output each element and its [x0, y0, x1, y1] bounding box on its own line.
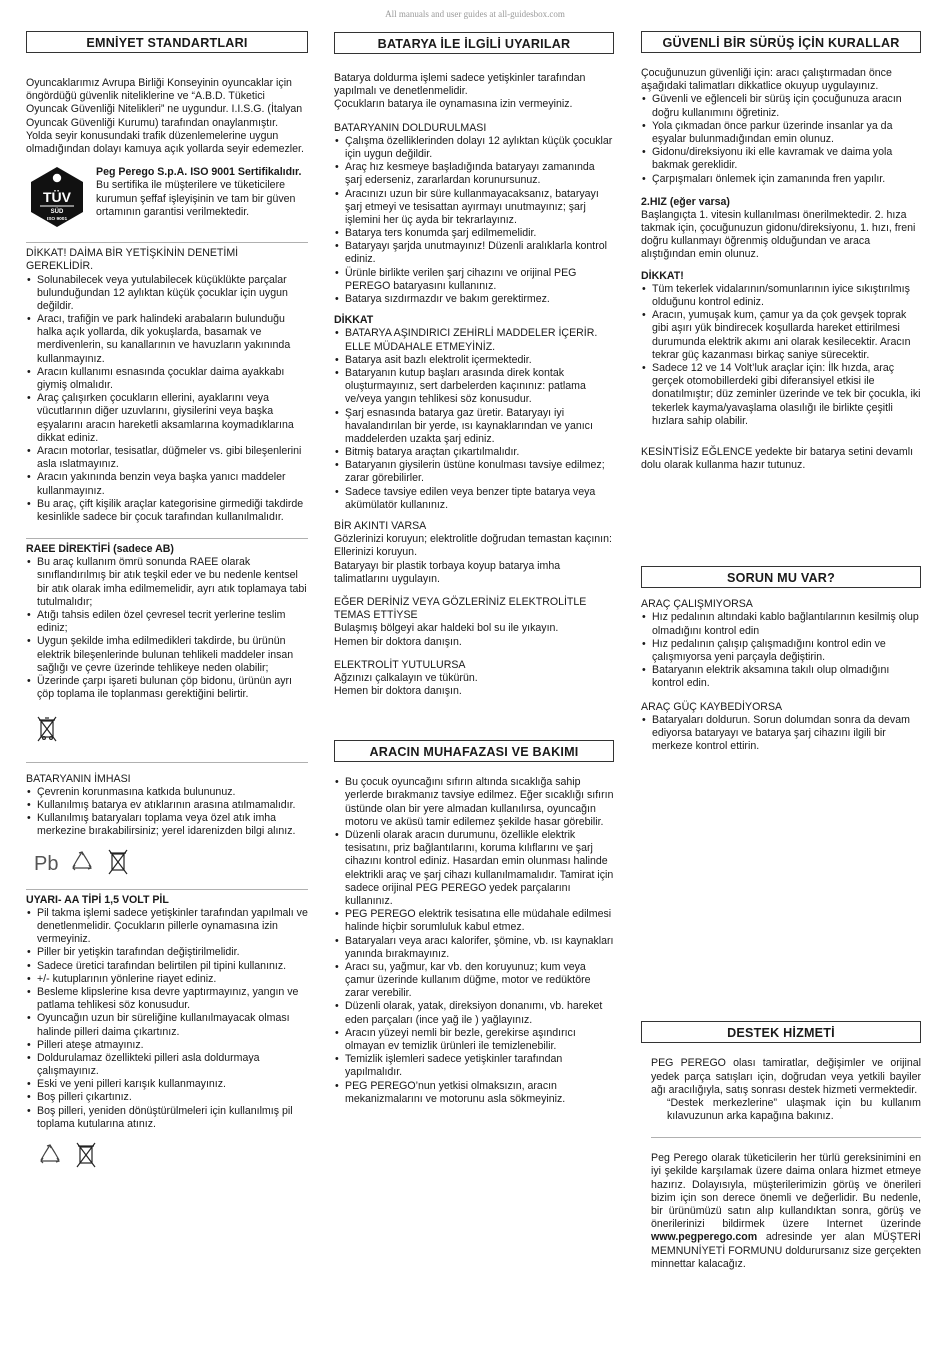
- crossed-bin-icon: [106, 848, 130, 880]
- support-header: DESTEK HİZMETİ: [641, 1021, 921, 1043]
- leak-text-1: Gözlerinizi koruyun; elektrolitle doğrudan temastan kaçının: Ellerinizi koruyun.: [334, 533, 612, 559]
- list-item: • BATARYA AŞINDIRICI ZEHİRLİ MADDELER İÇERİR. ELLE MÜDAHALE ETMEYİNİZ.: [334, 327, 614, 353]
- tuv-certification-logo: [26, 166, 88, 228]
- certification-block: [26, 166, 308, 228]
- raee-title: RAEE DİREKTİFİ (sadece AB): [26, 543, 174, 556]
- pb-lead-icon: Pb: [34, 853, 59, 876]
- list-item: • Doldurulamaz özellikteki pilleri asla doldurmaya çalışmayınız.: [26, 1052, 308, 1078]
- battery-intro-1: Batarya doldurma işlemi sadece yetişkinler tarafından yapılmalı ve denetlenmelidir.: [334, 72, 586, 98]
- list-item: • Düzenli olarak, yatak, direksiyon donanımı, vb. hareket eden parçaları (ince yağ ile ) yağlayınız.: [334, 1000, 614, 1026]
- list-item: • Bu araç kullanım ömrü sonunda RAEE olarak sınıflandırılmış bir atık teşkil eder ve bu nedenle kentsel bir atık olarak imha edilmemelidir, ayrı atık toplamaya tabi tutulmalıdır;: [26, 556, 308, 609]
- list-item: • Düzenli olarak aracın durumunu, özellikle elektrik tesisatını, priz bağlantılarını, koruma kılıflarını ve şarj cihazını kontrol ediniz. Hasardan emin olunması halinde elektrikli araç ve şarj cihazı kullanılmamalıdır. Tamirat için sadece orijinal PEG PEREGO yedek parçalarını kullanınız.: [334, 829, 614, 908]
- list-item: • PEG PEREGO’nun yetkisi olmaksızın, aracın mekanizmalarını ve motorunu asla sökmeyiniz.: [334, 1080, 614, 1106]
- list-item: • Çalışma özelliklerinden dolayı 12 aylıktan küçük çocuklar için uygun değildir.: [334, 135, 614, 161]
- battery-disposal-list: [26, 786, 308, 839]
- list-item: • Temizlik işlemleri sadece yetişkinler tarafından yapılmalıdır.: [334, 1053, 614, 1079]
- maintenance-list: [334, 776, 614, 1106]
- recycle-icon: [36, 1142, 64, 1172]
- list-item: • Aracın kullanımı esnasında çocuklar daima ayakkabı giymiş olmalıdır.: [26, 366, 308, 392]
- warning-title: DİKKAT! DAİMA BİR YETİŞKİNİN DENETİMİ GEREKLİDİR.: [26, 247, 239, 273]
- list-item: • Şarj esnasında batarya gaz üretir. Bataryayı iyi havalandırılan bir yerde, ısı kaynaklarından ve yanıcı maddelerden uzakta şarj ediniz.: [334, 407, 614, 447]
- list-item: • Bataryaları veya aracı kalorifer, şömine, vb. ısı kaynakları yanında bırakmayınız.: [334, 935, 614, 961]
- support-text-3-end: adresinde yer alan MÜŞTERİ MEMNUNİYETİ FORMUNU doldurursanız size gerçekten minnettar kalacağız.: [651, 1231, 921, 1270]
- list-item: • Bu çocuk oyuncağını sıfırın altında sıcaklığa sahip yerlerde bırakmanız tavsiye edilmez. Eğer sıcaklığı sıfırın üstünde olan bir yere almadan kullanılırsa, oyuncağın motoru ve aküsü tamir edilemez şekilde hasar görebilir.: [334, 776, 614, 829]
- aa-disposal-icons: [36, 1141, 308, 1173]
- list-item: • Eski ve yeni pilleri karışık kullanmayınız.: [26, 1078, 308, 1091]
- support-text-3-start: Peg Perego olarak tüketicilerin her türlü gereksinimini en iyi şekilde karşılamak üzere daima onlara hizmet etmeye hazırız. Dolayısıyla, müşterilerimizin görüş ve önerileri bizim için son derece önemli ve değerlidir. Bu nedenle, bir ürünümüzü satın alıp kullandıktan sonra, görüş ve önerilerinizi bildirmek üzere Internet üzerinde: [651, 1152, 921, 1231]
- charging-title: BATARYANIN DOLDURULMASI: [334, 121, 487, 134]
- swallow-text-2: Hemen bir doktora danışın.: [334, 685, 462, 698]
- support-section: [641, 1057, 921, 1271]
- warning-list: [26, 274, 308, 525]
- list-item: • Kullanılmış bataryaları toplama veya özel atık imha merkezine bırakabilirsiniz; yerel idarenizden bilgi alınız.: [26, 812, 308, 838]
- sud-mark-text: SÜD: [50, 209, 64, 216]
- website-link[interactable]: www.pegperego.com: [651, 1231, 758, 1244]
- list-item: • Sadece üretici tarafından belirtilen pil tipini kullanınız.: [26, 960, 308, 973]
- list-item: • Ürünle birlikte verilen şarj cihazını ve orijinal PEG PEREGO bataryasını kullanınız.: [334, 267, 614, 293]
- list-item: • Oyuncağın uzun bir süreliğine kullanılmayacak olması halinde pilleri daima çıkartınız.: [26, 1012, 308, 1038]
- problem-header: SORUN MU VAR?: [641, 566, 921, 588]
- list-item: • Gidonu/direksiyonu iki elle kavramak ve daima yola bakmak gereklidir.: [641, 146, 921, 172]
- leak-title: BİR AKINTI VARSA: [334, 520, 427, 532]
- safe-driving-header: GÜVENLİ BİR SÜRÜŞ İÇİN KURALLAR: [641, 31, 921, 53]
- list-item: • Uygun şekilde imha edilmedikleri takdirde, bu ürünün elektrik bileşenlerinde bulunan tehlikeli maddeler insan sağlığı ve çevre üzerinde tehlikeye neden olabilir;: [26, 635, 308, 675]
- safety-standards-header: EMNİYET STANDARTLARI: [26, 31, 308, 53]
- list-item: • Bataryayı şarjda unutmayınız! Düzenli aralıklarla kontrol ediniz.: [334, 240, 614, 266]
- not-working-title: ARAÇ ÇALIŞMIYORSA: [641, 598, 753, 611]
- list-item: • Aracın yakınında benzin veya başka yanıcı maddeler kullanmayınız.: [26, 471, 308, 497]
- list-item: • Boş pilleri, yeniden dönüştürülmeleri için kullanılmış pil toplama kutularına atınız.: [26, 1105, 308, 1131]
- list-item: • Çevrenin korunmasına katkıda bulununuz.: [26, 786, 308, 799]
- list-item: • Aracın motorlar, tesisatlar, düğmeler vs. gibi bileşenlerini asla ıslatmayınız.: [26, 445, 308, 471]
- speed-text: Başlangıçta 1. vitesin kullanılması önerilmektedir. 2. hıza takmak için, çocuğunuzun gidonu/direksiyonu, 1. hızı, freni doğru kullanmayı öğrenmiş olduğundan ve araca alıştığından emin olunuz.: [641, 208, 916, 261]
- list-item: • +/- kutuplarının yönlerine riayet ediniz.: [26, 973, 308, 986]
- list-item: • Aracı su, yağmur, kar vb. den koruyunuz; kum veya çamur üzerinde kullanım düğme, motor ve redüktöre zarar verebilir.: [334, 961, 614, 1001]
- leak-text-2: Bataryayı bir plastik torbaya koyup batarya imha talimatlarını uygulayın.: [334, 559, 561, 585]
- list-item: • Atığı tahsis edilen özel çevresel tecrit yerlerine teslim ediniz;: [26, 609, 308, 635]
- swallow-text-1: Ağzınızı çalkalayın ve tükürün.: [334, 671, 478, 684]
- list-item: • Çarpışmaları önlemek için zamanında fren yapılır.: [641, 173, 921, 186]
- iso-mark-text: ISO 9001: [46, 217, 68, 223]
- tuv-mark-text: TÜV: [43, 189, 71, 206]
- list-item: • Solunabilecek veya yutulabilecek küçüklükte parçalar bulunduğundan 12 aylıktan küçük çocuklar için uygun değildir.: [26, 274, 308, 314]
- list-item: • Aracınızı uzun bir süre kullanmayacaksanız, bataryayı şarj etmeyi ve tesisattan ayırmayı unutmayınız; şarj işlemini her üç ayda bir tekrarlayınız.: [334, 188, 614, 228]
- list-item: • PEG PEREGO elektrik tesisatına elle müdahale edilmesi halinde hiçbir sorumluluk kabul etmez.: [334, 908, 614, 934]
- list-item: • Aracın yüzeyi nemli bir bezle, gerekirse aşındırıcı olmayan ev temizlik ürünleri ile temizlenebilir.: [334, 1027, 614, 1053]
- fun-text: KESİNTİSİZ EĞLENCE yedekte bir batarya setini devamlı dolu olarak kullanma hazır tutunuz.: [641, 445, 914, 472]
- aa-battery-list: [26, 907, 308, 1131]
- caution-title: DİKKAT: [334, 314, 374, 327]
- raee-list: [26, 556, 308, 701]
- list-item: • Üzerinde çarpı işareti bulunan çöp bidonu, ürünün ayrı çöp toplama ile toplanması gerektiğini belirtir.: [26, 675, 308, 701]
- list-item: • Bataryanın kutup başları arasında direk kontak oluşturmayınız, sert darbelerden kaçınınız: patlama ve/veya yangın tehlikesi söz konusudur.: [334, 367, 614, 407]
- safety-text-2: Yolda seyir konusundaki trafik düzenlemelerine uygun olmadığından dolayı kamuya açık yollarda seyir edemezler.: [26, 129, 304, 155]
- list-item: • Pilleri ateşe atmayınız.: [26, 1039, 308, 1052]
- column-right: [641, 31, 921, 1271]
- support-text-2: “Destek merkezlerine” ulaşmak için bu kullanım kılavuzunun arka kapağına bakınız.: [667, 1096, 921, 1123]
- skin-contact-text-2: Hemen bir doktora danışın.: [334, 635, 462, 648]
- list-item: • Araç çalışırken çocukların ellerini, ayaklarını veya vücutlarının diğer uzuvlarını, giysilerini veya başka eşyalarını aracın hareketli aksamlarına koymadıklarına dikkat ediniz.: [26, 392, 308, 445]
- list-item: • Batarya sızdırmazdır ve bakım gerektirmez.: [334, 293, 614, 306]
- list-item: • Bitmiş batarya araçtan çıkartılmalıdır.: [334, 446, 614, 459]
- power-loss-title: ARAÇ GÜÇ KAYBEDİYORSA: [641, 700, 783, 713]
- list-item: • Aracın, yumuşak kum, çamur ya da çok gevşek toprak gibi aşırı yük bindirecek koşullarda hareket ettirilmesi durumunda elektrik akımı ani olarak kesilecektir. Aracın tekrar güç kazanması birkaç saniye sürecektir.: [641, 309, 921, 362]
- list-item: • Pil takma işlemi sadece yetişkinler tarafından yapılmalı ve denetlenmelidir. Çocukların pillerle oynamasına izin vermeyiniz.: [26, 907, 308, 947]
- skin-contact-title: EĞER DERİNİZ VEYA GÖZLERİNİZ ELEKTROLİTLE TEMAS ETTİYSE: [334, 595, 587, 622]
- list-item: • Kullanılmış batarya ev atıklarının arasına atılmamalıdır.: [26, 799, 308, 812]
- safety-text: Oyuncaklarımız Avrupa Birliği Konseyinin oyuncaklar için öngördüğü güvenlik niteliklerine ve “A.B.D. Tüketici Oyuncak Güvenliği Nitelikleri” ne uygundur. I.I.S.G. (İtalyan Oyuncak Güvenliği Kurumu) tarafından onaylanmıştır.: [26, 77, 303, 129]
- crossed-bin-icon: [74, 1141, 98, 1173]
- recycle-icon: [68, 849, 96, 879]
- list-item: • Hız pedalının altındaki kablo bağlantılarının kesilmiş olup olmadığını kontrol edin: [641, 611, 921, 637]
- crossed-bin-icon: [36, 715, 308, 747]
- watermark: All manuals and user guides at all-guidesbox.com: [385, 9, 565, 19]
- support-text-1: PEG PEREGO olası tamiratlar, değişimler ve orijinal yedek parça satışları için, doğrudan veya yetkili bayiler ağı aracılığıyla, satış sonrası destek hizmeti vermektedir.: [651, 1057, 921, 1096]
- battery-warnings-header: BATARYA İLE İLGİLİ UYARILAR: [334, 32, 614, 54]
- list-item: • Bataryanın giysilerin üstüne konulması tavsiye edilmez; zarar görebilirler.: [334, 459, 614, 485]
- aa-battery-title: UYARI- AA TİPİ 1,5 VOLT PİL: [26, 893, 169, 906]
- caution-list: [641, 283, 921, 428]
- list-item: • Sadece tavsiye edilen veya benzer tipte batarya veya akümülatör kullanınız.: [334, 486, 614, 512]
- driving-list: [641, 93, 921, 185]
- caution-title: DİKKAT!: [641, 269, 684, 282]
- cert-title: Peg Perego S.p.A. ISO 9001 Sertifikalıdır.: [96, 166, 302, 179]
- maintenance-header: ARACIN MUHAFAZASI VE BAKIMI: [334, 740, 614, 762]
- list-item: • Piller bir yetişkin tarafından değiştirilmelidir.: [26, 946, 308, 959]
- skin-contact-text-1: Bulaşmış bölgeyi akar haldeki bol su ile yıkayın.: [334, 622, 559, 635]
- list-item: • Bataryanın elektrik aksamına takılı olup olmadığını kontrol edin.: [641, 664, 921, 690]
- battery-disposal-title: BATARYANIN İMHASI: [26, 772, 131, 785]
- list-item: • Yola çıkmadan önce parkur üzerinde insanlar ya da eşyalar bulunmadığından emin olunuz.: [641, 120, 921, 146]
- list-item: • Batarya asit bazlı elektrolit içermektedir.: [334, 354, 614, 367]
- power-loss-list: [641, 714, 921, 754]
- charging-list: [334, 135, 614, 306]
- not-working-list: [641, 611, 921, 690]
- swallow-title: ELEKTROLİT YUTULURSA: [334, 658, 466, 671]
- list-item: • Boş pilleri çıkartınız.: [26, 1091, 308, 1104]
- list-item: • Tüm tekerlek vidalarının/somunlarının iyice sıkıştırılmış olduğunu kontrol ediniz.: [641, 283, 921, 309]
- list-item: • Hız pedalının çalışıp çalışmadığını kontrol edin ve çalışmıyorsa yeni parçayla değiştirin.: [641, 638, 921, 664]
- battery-intro-2: Çocukların batarya ile oynamasına izin vermeyiniz.: [334, 98, 573, 111]
- list-item: • Güvenli ve eğlenceli bir sürüş için çocuğunuza aracın doğru kullanımını öğretiniz.: [641, 93, 921, 119]
- cert-text: Bu sertifika ile müşterilere ve tüketicilere kurumun şeffaf işleyişinin ve tam bir güven ortamının garantisi verilmektedir.: [96, 179, 296, 218]
- disposal-icons: [34, 848, 308, 880]
- driving-intro: Çocuğunuzun güvenliği için: aracı çalıştırmadan önce aşağıdaki talimatları dikkatlice okuyup uygulayınız.: [641, 67, 892, 93]
- support-text-3: [651, 1152, 921, 1271]
- list-item: • Aracı, trafiğin ve park halindeki arabaların bulunduğu halka açık yollarda, dik yokuşlarda, basamak ve merdivenlerin, su kanallarının ve havuzların yakınında kullanmayınız.: [26, 313, 308, 366]
- list-item: • Batarya ters konumda şarj edilmemelidir.: [334, 227, 614, 240]
- list-item: • Bataryaları doldurun. Sorun dolumdan sonra da devam ediyorsa bataryayı ve batarya şarj cihazını ilgili bir merkeze kontrol ettirin.: [641, 714, 921, 754]
- column-left: [26, 31, 308, 1173]
- caution-list: [334, 327, 614, 512]
- list-item: • Besleme klipslerine kısa devre yaptırmayınız, yangın ve patlama tehlikesi söz konusudur.: [26, 986, 308, 1012]
- list-item: • Sadece 12 ve 14 Volt’luk araçlar için: İlk hızda, araç gerçek otomobillerdeki gibi diferansiyel etkisi ile donatılmıştır; düz zeminler üzerinde ve tek bir çocukla, iki tekerlek kayma/yavaşlama olasılığı ile birlikte çeşitli hızlara sahip olabilir.: [641, 362, 921, 428]
- speed-title: 2.HIZ (eğer varsa): [641, 195, 730, 208]
- list-item: • Araç hız kesmeye başladığında bataryayı zamanında şarj ederseniz, zararlardan korunursunuz.: [334, 161, 614, 187]
- column-middle: [334, 31, 614, 1106]
- list-item: • Bu araç, çift kişilik araçlar kategorisine girmediği takdirde kesinlikle sadece bir çocuk tarafından kullanılmalıdır.: [26, 498, 308, 524]
